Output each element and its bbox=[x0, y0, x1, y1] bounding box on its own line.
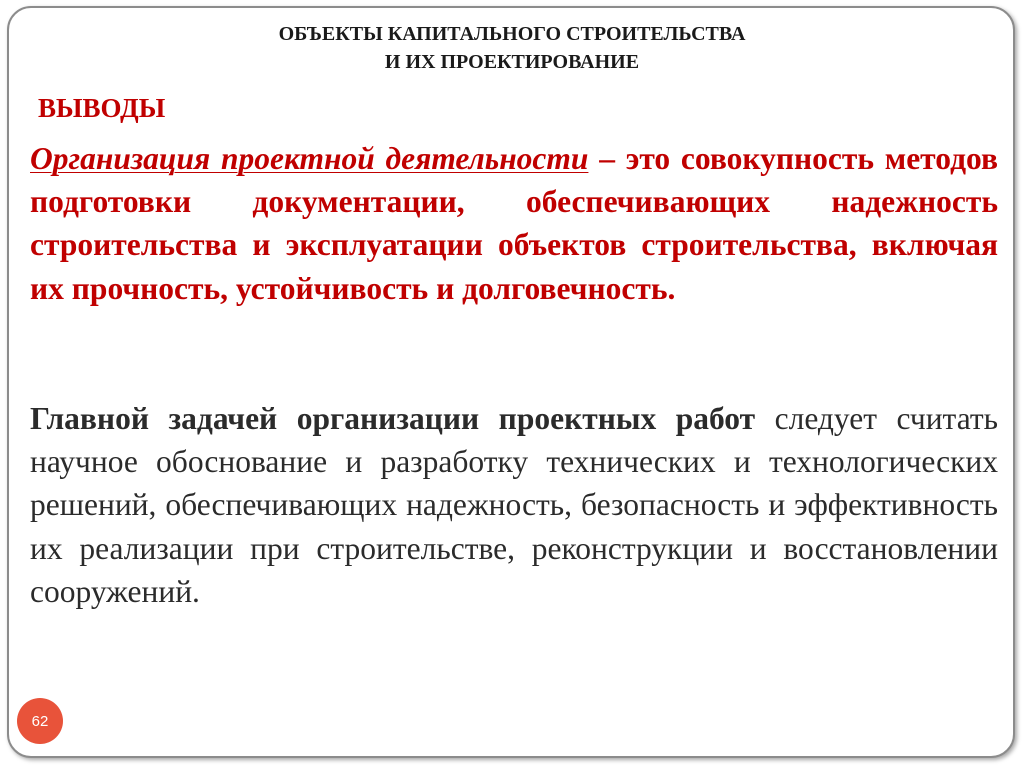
main-task-text: следует считать научное обоснование и разработку технических и технологических решений, обеспечивающих надежность, безопасность и эффективность их реализации при строительстве, реконструкции и восстановлении сооружений. bbox=[30, 401, 999, 609]
slide-title-line-1: ОБЪЕКТЫ КАПИТАЛЬНОГО СТРОИТЕЛЬСТВА bbox=[278, 23, 746, 45]
main-task-paragraph bbox=[30, 397, 998, 613]
page-number-badge bbox=[17, 698, 63, 744]
section-heading: ВЫВОДЫ bbox=[38, 93, 166, 123]
main-task-lead: Главной задачей организации проектных работ bbox=[30, 401, 756, 436]
slide-title-line-2: И ИХ ПРОЕКТИРОВАНИЕ bbox=[384, 51, 640, 73]
definition-term: Организация проектной деятельности bbox=[30, 141, 589, 176]
page-number: 62 bbox=[31, 712, 49, 730]
slide-title bbox=[0, 20, 1024, 76]
definition-paragraph bbox=[30, 137, 998, 310]
definition-text: – это совокупность методов подготовки документации, обеспечивающих надежность строительства и эксплуатации объектов строительства, включая их прочность, устойчивость и долговечность. bbox=[30, 141, 998, 306]
